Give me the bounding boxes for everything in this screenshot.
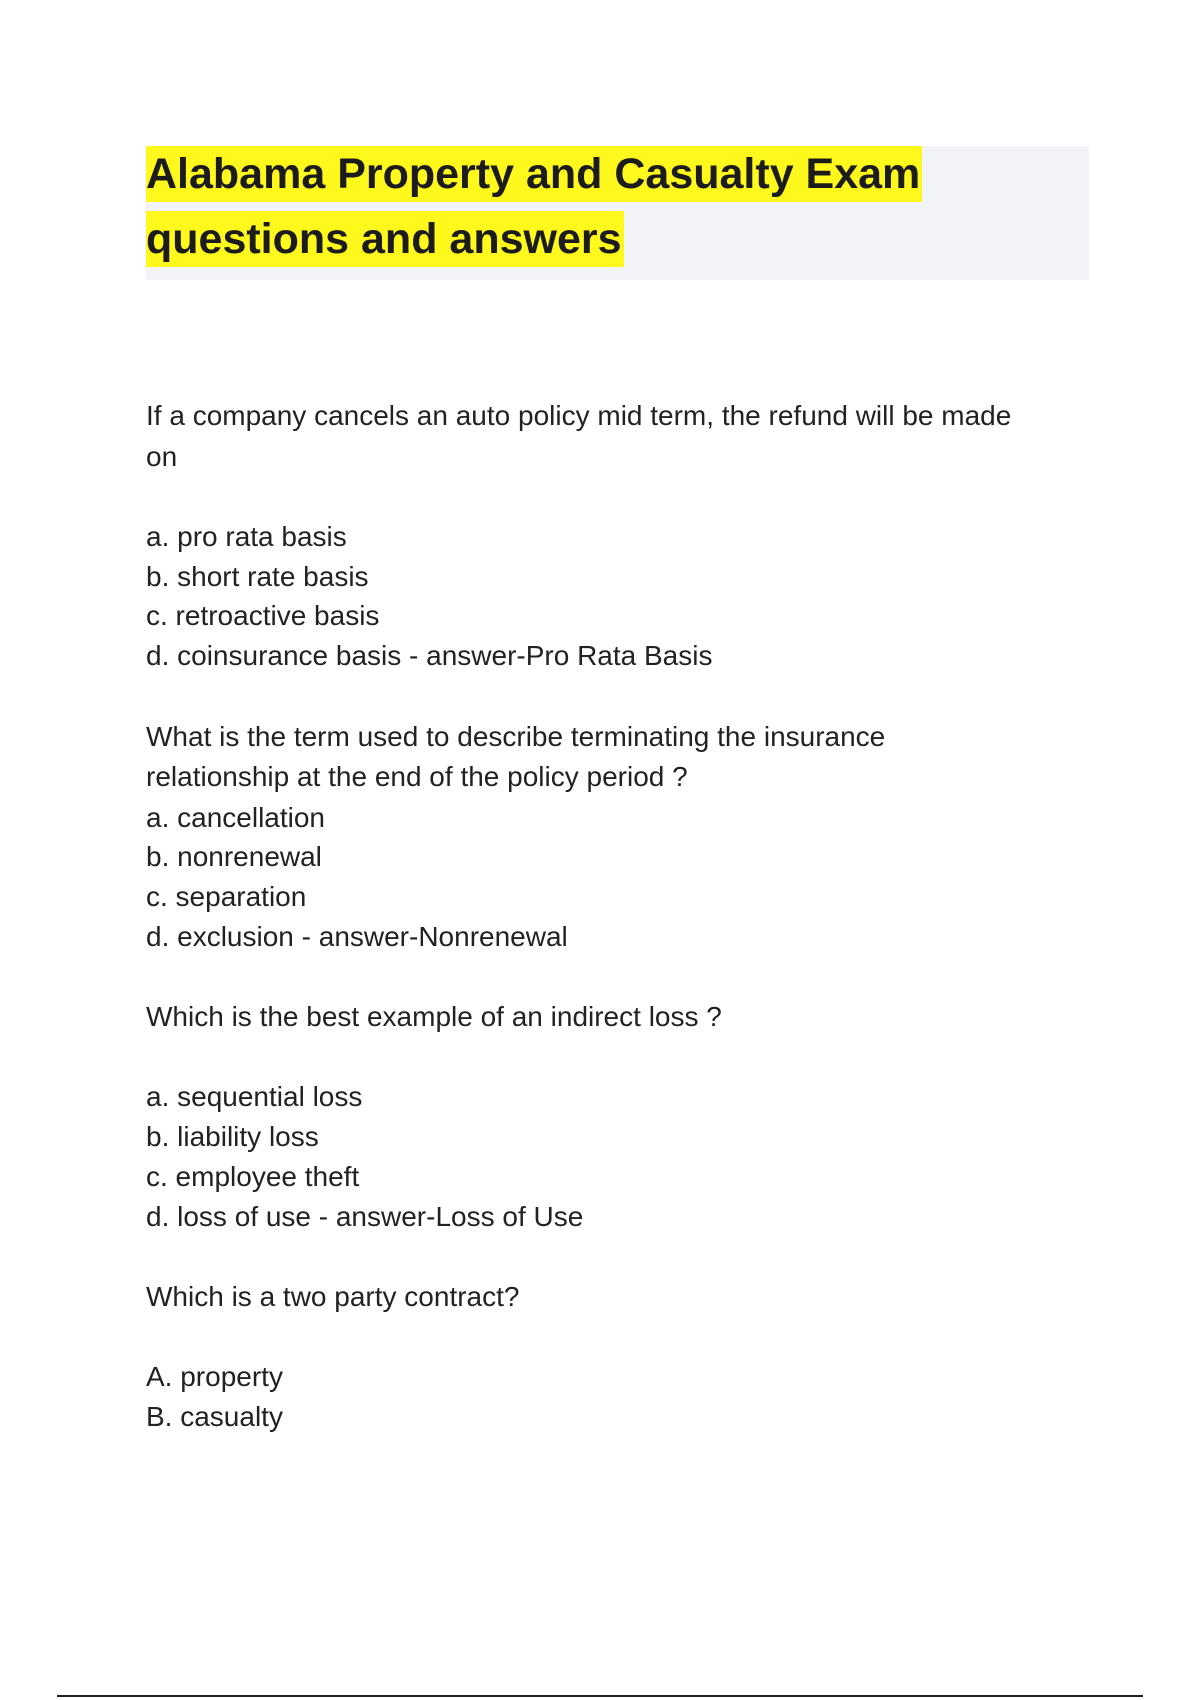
question-4-text-line-1: Which is a two party contract? [146,1281,520,1312]
question-1-text-line-2: on [146,441,178,472]
question-3-text-line-1: Which is the best example of an indirect loss ? [146,1001,722,1032]
question-2-text-line-2: relationship at the end of the policy period ? [146,761,688,792]
question-2-option-b: b. nonrenewal [146,841,322,872]
question-3-option-d-with-answer: d. loss of use - answer-Loss of Use [146,1201,584,1232]
document-title-line-2: questions and answers [146,211,624,267]
question-2-text-line-1: What is the term used to describe terminating the insurance [146,721,886,752]
question-3-option-b: b. liability loss [146,1121,319,1152]
question-1-option-c: c. retroactive basis [146,600,380,631]
question-2-option-a: a. cancellation [146,802,326,833]
question-1-option-a: a. pro rata basis [146,521,347,552]
document-title-line-1: Alabama Property and Casualty Exam [146,146,922,202]
question-4-option-a: A. property [146,1361,283,1392]
question-4-option-b: B. casualty [146,1401,283,1432]
question-2-option-d-with-answer: d. exclusion - answer-Nonrenewal [146,921,568,952]
question-3-option-a: a. sequential loss [146,1081,363,1112]
question-1-option-b: b. short rate basis [146,561,369,592]
question-1-text-line-1: If a company cancels an auto policy mid term, the refund will be made [146,400,1012,431]
page-bottom-rule [57,1695,1143,1697]
question-2-option-c: c. separation [146,881,307,912]
question-1-option-d-with-answer: d. coinsurance basis - answer-Pro Rata Basis [146,640,713,671]
question-3-option-c: c. employee theft [146,1161,360,1192]
